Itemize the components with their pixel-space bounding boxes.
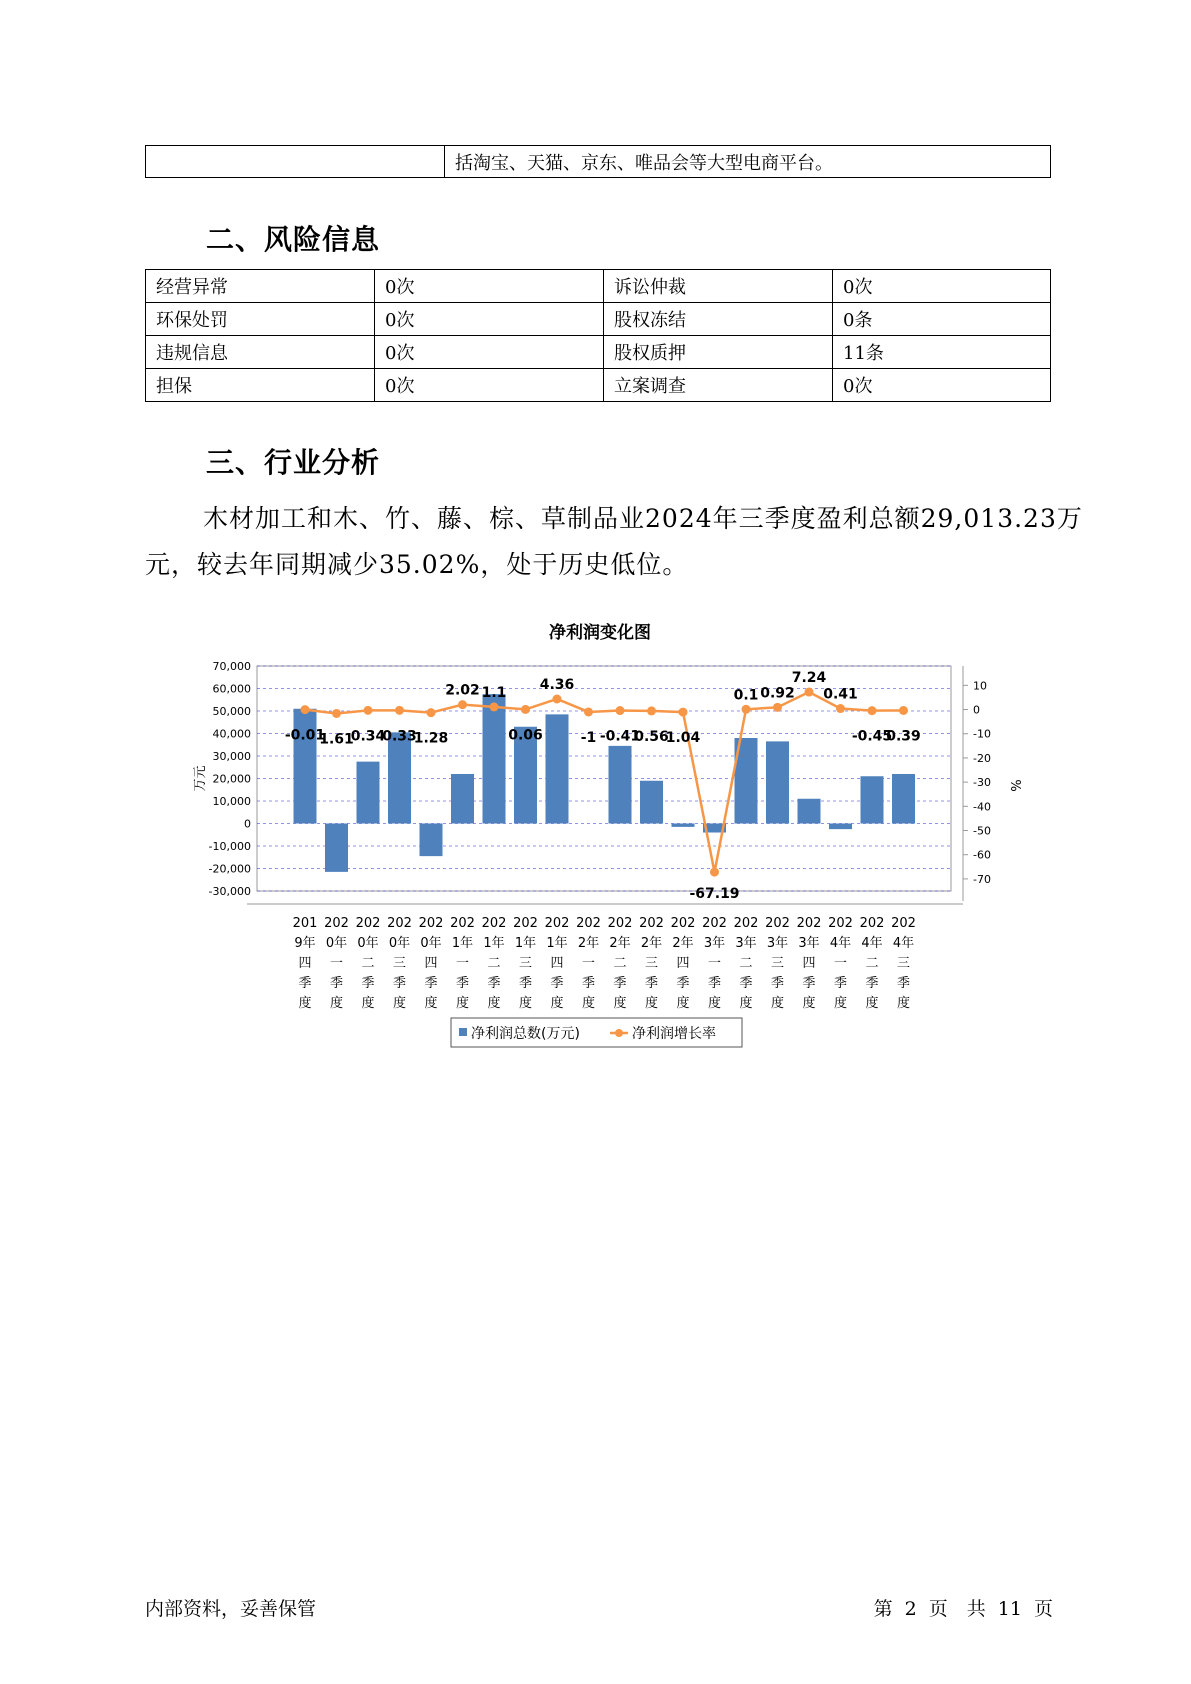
x-tick-label: 度 — [865, 996, 879, 1011]
x-tick-label: 二 — [739, 956, 753, 971]
x-tick-label: 季 — [739, 976, 753, 991]
x-tick-label: 季 — [770, 976, 785, 991]
growth-rate-point — [332, 709, 341, 718]
x-tick-label: 季 — [329, 976, 344, 991]
x-tick-label: 二 — [865, 956, 879, 971]
x-tick-label: 202 — [324, 916, 349, 931]
x-tick-label: 0年 — [357, 936, 379, 951]
industry-section-heading: 三、行业分析 — [206, 446, 381, 479]
data-label: -0.45 — [851, 728, 893, 745]
data-label: 0.56 — [634, 728, 669, 745]
x-tick-label: 度 — [329, 996, 344, 1011]
legend-line-marker — [615, 1029, 623, 1037]
x-tick-label: 202 — [576, 916, 601, 931]
y-right-axis-title: % — [1007, 779, 1022, 792]
bar — [766, 741, 789, 823]
x-tick-label: 202 — [387, 916, 412, 931]
x-tick-label: 季 — [644, 976, 659, 991]
x-tick-label: 一 — [707, 956, 722, 971]
data-label: 0.41 — [823, 686, 858, 703]
y-right-tick-label: -70 — [973, 872, 991, 886]
x-tick-label: 四 — [298, 956, 312, 971]
bar — [451, 774, 474, 824]
x-tick-label: 202 — [355, 916, 381, 931]
x-tick-label: 度 — [770, 996, 785, 1011]
x-tick-label: 度 — [361, 996, 375, 1011]
y-right-tick-label: -50 — [973, 824, 991, 838]
industry-paragraph: 木材加工和木、竹、藤、棕、草制品业2024年三季度盈利总额29,013.23万元，较去年同期减少35.02%，处于历史低位。 — [145, 504, 1083, 579]
x-tick-label: 度 — [455, 996, 470, 1011]
x-tick-label: 202 — [544, 916, 570, 931]
y-right-tick-label: -20 — [973, 751, 991, 765]
x-tick-label: 201 — [292, 916, 318, 931]
table-row — [146, 270, 1051, 303]
x-tick-label: 4年 — [861, 936, 883, 951]
x-tick-label: 季 — [676, 976, 690, 991]
x-tick-label: 季 — [361, 976, 375, 991]
x-tick-label: 202 — [481, 916, 507, 931]
x-tick-label: 度 — [833, 996, 848, 1011]
chart-svg — [180, 616, 1022, 1066]
x-tick-label: 度 — [392, 996, 407, 1011]
bar — [640, 781, 663, 824]
bar — [483, 694, 506, 823]
x-tick-label: 一 — [329, 956, 344, 971]
x-tick-label: 三 — [392, 956, 407, 971]
growth-rate-point — [490, 702, 499, 711]
x-tick-label: 度 — [676, 996, 690, 1011]
growth-rate-point — [521, 705, 530, 714]
x-tick-label: 202 — [891, 916, 916, 931]
risk-label: 股权冻结 — [604, 303, 833, 336]
x-tick-label: 度 — [613, 996, 627, 1011]
data-label: 1.28 — [413, 730, 449, 747]
data-label: -0.41 — [599, 728, 641, 745]
x-tick-label: 202 — [450, 916, 475, 931]
x-tick-label: 度 — [550, 996, 564, 1011]
bar — [420, 824, 443, 857]
x-tick-label: 三 — [644, 956, 659, 971]
x-tick-label: 季 — [802, 976, 816, 991]
x-tick-label: 度 — [581, 996, 596, 1011]
x-tick-label: 度 — [487, 996, 501, 1011]
x-tick-label: 季 — [518, 976, 533, 991]
business-scope-table — [145, 145, 1051, 178]
growth-rate-point — [742, 705, 751, 714]
data-label: -0.01 — [284, 727, 326, 744]
data-label: -67.19 — [689, 886, 740, 903]
x-tick-label: 一 — [455, 956, 470, 971]
bar — [325, 824, 348, 872]
x-tick-label: 三 — [896, 956, 911, 971]
x-tick-label: 季 — [865, 976, 879, 991]
x-tick-label: 季 — [424, 976, 438, 991]
x-tick-label: 0年 — [420, 936, 442, 951]
x-tick-label: 度 — [802, 996, 816, 1011]
y-left-tick-label: -30,000 — [208, 885, 251, 898]
bar — [829, 824, 852, 830]
x-tick-label: 季 — [833, 976, 848, 991]
x-tick-label: 202 — [765, 916, 790, 931]
x-tick-label: 度 — [424, 996, 438, 1011]
x-tick-label: 2年 — [609, 936, 631, 951]
footer-page-number: 第 2 页 共 11 页 — [873, 1598, 1053, 1620]
x-tick-label: 度 — [518, 996, 533, 1011]
x-tick-label: 度 — [644, 996, 659, 1011]
growth-rate-point — [647, 706, 656, 715]
risk-value: 0条 — [833, 303, 1051, 336]
y-left-tick-label: 40,000 — [212, 727, 251, 741]
risk-label: 诉讼仲裁 — [604, 270, 833, 303]
x-tick-label: 度 — [707, 996, 722, 1011]
x-tick-label: 三 — [770, 956, 785, 971]
data-label: 1.04 — [665, 730, 701, 747]
data-label: 2.02 — [445, 682, 480, 699]
business-scope-cell: 括淘宝、天猫、京东、唯品会等大型电商平台。 — [445, 146, 1051, 178]
x-tick-label: 二 — [361, 956, 375, 971]
x-tick-label: 202 — [639, 916, 664, 931]
bar — [798, 799, 821, 824]
x-tick-label: 3年 — [735, 936, 757, 951]
x-tick-label: 季 — [298, 976, 312, 991]
x-tick-label: 二 — [613, 956, 627, 971]
y-left-tick-label: 60,000 — [212, 682, 251, 696]
risk-value: 0次 — [375, 336, 604, 369]
table-row — [146, 369, 1051, 402]
x-tick-label: 季 — [707, 976, 722, 991]
x-tick-label: 四 — [550, 956, 564, 971]
data-label: 0.33 — [382, 728, 417, 745]
growth-rate-point — [868, 706, 877, 715]
growth-rate-point — [773, 703, 782, 712]
data-label: 4.36 — [539, 677, 575, 693]
y-right-tick-label: 10 — [973, 679, 987, 693]
x-tick-label: 202 — [670, 916, 696, 931]
x-tick-label: 202 — [859, 916, 885, 931]
data-label: 0.39 — [886, 728, 921, 745]
risk-value: 0次 — [375, 270, 604, 303]
x-tick-label: 二 — [487, 956, 501, 971]
growth-rate-point — [899, 706, 908, 715]
y-left-axis-title: 万元 — [193, 765, 208, 792]
growth-rate-point — [584, 707, 593, 716]
x-tick-label: 3年 — [798, 936, 820, 951]
y-right-tick-label: -10 — [973, 727, 991, 741]
y-right-tick-label: -60 — [973, 848, 991, 862]
x-tick-label: 季 — [487, 976, 501, 991]
y-left-tick-label: 70,000 — [212, 660, 251, 673]
growth-rate-point — [553, 695, 562, 704]
x-tick-label: 202 — [828, 916, 853, 931]
bar — [357, 762, 380, 824]
x-tick-label: 一 — [581, 956, 596, 971]
growth-rate-point — [616, 706, 625, 715]
growth-rate-point — [395, 706, 404, 715]
table-row — [146, 303, 1051, 336]
x-tick-label: 9年 — [294, 936, 316, 951]
risk-label: 经营异常 — [146, 270, 375, 303]
growth-rate-point — [427, 708, 436, 717]
x-tick-label: 202 — [418, 916, 444, 931]
data-label: 1.61 — [319, 731, 354, 748]
chart-title: 净利润变化图 — [549, 623, 651, 643]
y-right-tick-label: 0 — [973, 703, 980, 717]
bar — [546, 714, 569, 823]
x-tick-label: 一 — [833, 956, 848, 971]
risk-label: 股权质押 — [604, 336, 833, 369]
x-tick-label: 度 — [298, 996, 312, 1011]
x-tick-label: 0年 — [325, 936, 348, 951]
data-label: 1.1 — [481, 684, 507, 701]
legend-line-label: 净利润增长率 — [632, 1026, 716, 1042]
bar — [672, 824, 695, 827]
y-left-tick-label: -10,000 — [208, 840, 251, 853]
footer-confidential: 内部资料，妥善保管 — [145, 1598, 317, 1620]
y-left-tick-label: 20,000 — [212, 772, 251, 786]
risk-value: 0次 — [833, 270, 1051, 303]
x-tick-label: 1年 — [483, 936, 505, 951]
risk-label: 违规信息 — [146, 336, 375, 369]
x-tick-label: 度 — [739, 996, 753, 1011]
growth-rate-point — [805, 688, 814, 697]
x-tick-label: 202 — [733, 916, 759, 931]
data-label: -1 — [580, 729, 597, 746]
y-left-tick-label: 0 — [244, 817, 251, 831]
x-tick-label: 2年 — [672, 936, 694, 951]
risk-label: 立案调查 — [604, 369, 833, 402]
legend-bar-swatch — [459, 1028, 467, 1036]
data-label: 7.24 — [791, 670, 827, 687]
y-left-tick-label: 10,000 — [212, 795, 251, 808]
x-tick-label: 四 — [676, 956, 690, 971]
y-right-tick-label: -30 — [973, 776, 991, 790]
x-tick-label: 202 — [513, 916, 538, 931]
x-tick-label: 4年 — [892, 936, 915, 951]
growth-rate-point — [364, 706, 373, 715]
x-tick-label: 季 — [455, 976, 470, 991]
growth-rate-point — [836, 704, 845, 713]
x-tick-label: 0年 — [388, 936, 411, 951]
x-tick-label: 1年 — [451, 936, 474, 951]
y-left-tick-label: 30,000 — [212, 750, 251, 763]
data-label: 0.92 — [760, 685, 795, 702]
growth-rate-point — [301, 705, 310, 714]
risk-value: 0次 — [375, 303, 604, 336]
x-tick-label: 季 — [550, 976, 564, 991]
x-tick-label: 1年 — [546, 936, 568, 951]
x-tick-label: 季 — [896, 976, 911, 991]
net-profit-chart — [180, 616, 1022, 1066]
data-label: 0.34 — [350, 728, 386, 745]
data-label: 0.1 — [733, 687, 759, 704]
x-tick-label: 度 — [896, 996, 911, 1011]
growth-rate-point — [710, 868, 719, 877]
bar — [388, 732, 411, 823]
x-tick-label: 季 — [392, 976, 407, 991]
risk-info-table — [145, 269, 1051, 402]
risk-label: 担保 — [146, 369, 375, 402]
table-row — [146, 336, 1051, 369]
bar — [892, 774, 915, 824]
x-tick-label: 季 — [581, 976, 596, 991]
x-tick-label: 1年 — [514, 936, 537, 951]
y-right-tick-label: -40 — [973, 800, 991, 814]
risk-label: 环保处罚 — [146, 303, 375, 336]
x-tick-label: 202 — [702, 916, 727, 931]
x-tick-label: 3年 — [703, 936, 726, 951]
growth-rate-point — [679, 708, 688, 717]
x-tick-label: 3年 — [766, 936, 789, 951]
y-left-tick-label: 50,000 — [212, 705, 251, 718]
table-row — [146, 146, 1051, 178]
x-tick-label: 四 — [424, 956, 438, 971]
x-tick-label: 季 — [613, 976, 627, 991]
risk-section-heading: 二、风险信息 — [206, 223, 381, 256]
growth-rate-point — [458, 700, 467, 709]
risk-value: 11条 — [833, 336, 1051, 369]
x-tick-label: 三 — [518, 956, 533, 971]
x-tick-label: 四 — [802, 956, 816, 971]
legend-bar-label: 净利润总数(万元) — [471, 1026, 580, 1042]
risk-value: 0次 — [375, 369, 604, 402]
x-tick-label: 2年 — [640, 936, 663, 951]
bar — [294, 709, 317, 824]
empty-cell — [146, 146, 445, 178]
x-tick-label: 4年 — [829, 936, 852, 951]
x-tick-label: 202 — [796, 916, 822, 931]
data-label: 0.06 — [508, 727, 543, 744]
bar — [609, 746, 632, 824]
bar — [861, 776, 884, 823]
risk-value: 0次 — [833, 369, 1051, 402]
x-tick-label: 202 — [607, 916, 633, 931]
x-tick-label: 2年 — [577, 936, 600, 951]
y-left-tick-label: -20,000 — [208, 862, 251, 876]
